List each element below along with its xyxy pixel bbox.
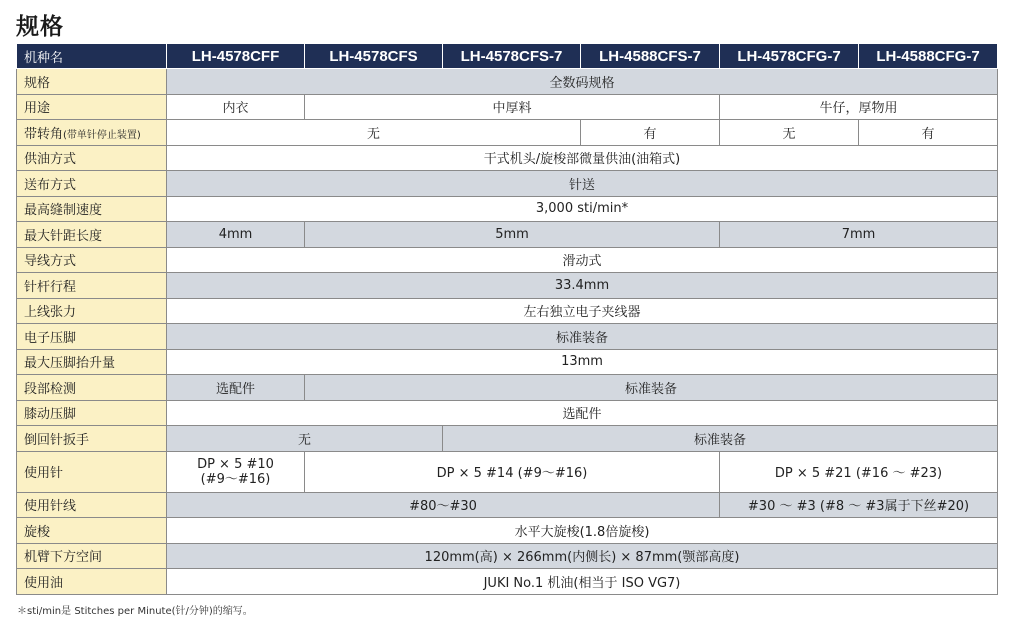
spec-value: 7mm [720,222,998,248]
spec-value: 全数码规格 [167,69,998,95]
spec-value: 标准装备 [305,375,998,401]
header-corner: 机种名 [17,44,167,69]
needle-spec: DP × 5 #10 [197,456,274,472]
table-row [17,171,998,197]
model-header: LH-4578CFG-7 [720,44,859,69]
spec-value: 水平大旋梭(1.8倍旋梭) [167,518,998,544]
spec-value: 中厚料 [305,94,720,120]
spec-value: 滑动式 [167,247,998,273]
spec-value: DP × 5 #14 (#9～#16) [305,451,720,492]
row-label: 旋梭 [17,518,167,544]
spec-value: 有 [581,120,720,146]
row-label: 送布方式 [17,171,167,197]
row-label: 使用针线 [17,492,167,518]
table-row [17,324,998,350]
spec-value: 左右独立电子夹线器 [167,298,998,324]
table-row [17,375,998,401]
row-label: 最高缝制速度 [17,196,167,222]
spec-value: 4mm [167,222,305,248]
row-label-text: 带转角 [24,126,64,142]
spec-value: 无 [167,426,443,452]
row-label: 用途 [17,94,167,120]
header-row [17,44,998,69]
table-row [17,569,998,595]
model-header: LH-4578CFS [305,44,443,69]
spec-value: 内衣 [167,94,305,120]
spec-value: 选配件 [167,400,998,426]
spec-value: 牛仔，厚物用 [720,94,998,120]
row-label: 膝动压脚 [17,400,167,426]
row-label: 倒回针扳手 [17,426,167,452]
table-row [17,196,998,222]
row-label: 最大针距长度 [17,222,167,248]
row-label: 最大压脚抬升量 [17,349,167,375]
spec-value: 标准装备 [167,324,998,350]
row-label: 针杆行程 [17,273,167,299]
model-header: LH-4578CFF [167,44,305,69]
spec-value: 13mm [167,349,998,375]
spec-value: DP × 5 #21 (#16 ～ #23) [720,451,998,492]
table-row [17,145,998,171]
row-label: 供油方式 [17,145,167,171]
spec-value: 有 [859,120,998,146]
table-row [17,492,998,518]
spec-value: 无 [720,120,859,146]
row-label: 使用针 [17,451,167,492]
table-row [17,222,998,248]
table-row [17,451,998,492]
row-label [17,120,167,146]
row-label: 使用油 [17,569,167,595]
footnote: ＊sti/min是 Stitches per Minute(针/分钟)的缩写。 [17,606,253,617]
table-row [17,273,998,299]
spec-value: 标准装备 [443,426,998,452]
spec-value: 干式机头/旋梭部微量供油(油箱式) [167,145,998,171]
spec-value: 针送 [167,171,998,197]
spec-value: #80～#30 [167,492,720,518]
row-label: 规格 [17,69,167,95]
spec-table [16,43,998,595]
spec-value: 3,000 sti/min* [167,196,998,222]
table-row [17,247,998,273]
table-row [17,426,998,452]
needle-range: (#9～#16) [200,471,271,487]
table-row [17,120,998,146]
table-row [17,94,998,120]
spec-value [167,451,305,492]
row-label: 段部检测 [17,375,167,401]
spec-value: 无 [167,120,581,146]
table-row [17,518,998,544]
page-title: 规格 [16,14,64,40]
spec-value: 120mm(高) × 266mm(内侧长) × 87mm(颚部高度) [167,543,998,569]
model-header: LH-4578CFS-7 [443,44,581,69]
spec-value: 选配件 [167,375,305,401]
row-label: 导线方式 [17,247,167,273]
model-header: LH-4588CFG-7 [859,44,998,69]
table-row [17,543,998,569]
model-header: LH-4588CFS-7 [581,44,720,69]
row-label: 上线张力 [17,298,167,324]
row-label-note: (带单针停止装置) [63,129,141,141]
spec-value: 33.4mm [167,273,998,299]
spec-value: #30 ～ #3 (#8 ～ #3属于下丝#20) [720,492,998,518]
table-row [17,69,998,95]
spec-value: JUKI No.1 机油(相当于 ISO VG7) [167,569,998,595]
row-label: 电子压脚 [17,324,167,350]
table-row [17,400,998,426]
spec-value: 5mm [305,222,720,248]
table-row [17,298,998,324]
row-label: 机臂下方空间 [17,543,167,569]
table-row [17,349,998,375]
